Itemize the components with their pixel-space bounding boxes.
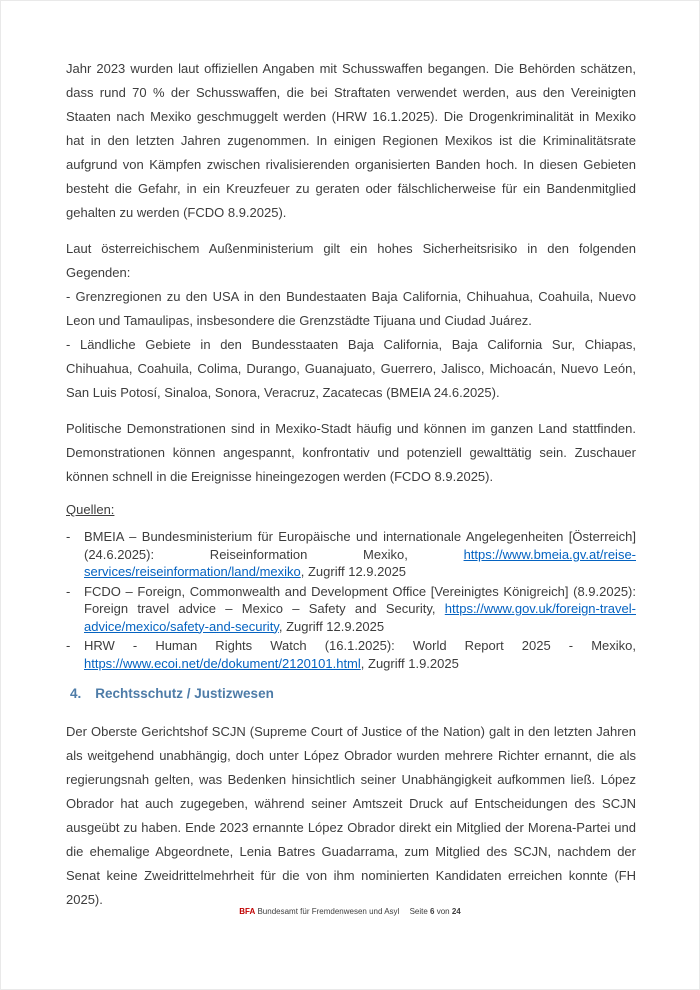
risk-item-border-regions: - Grenzregionen zu den USA in den Bundestaaten Baja California, Chihuahua, Coahuila, Nuevo Leon und Tamaulipas, insbesondere die Grenzstädte Tijuana und Ciudad Juárez. (66, 289, 636, 328)
source-item-bmeia (66, 528, 636, 581)
source-link-fcdo[interactable]: https://www.gov.uk/foreign-travel-advice/mexico/safety-and-security (84, 601, 636, 634)
source-citation-hrw (84, 637, 636, 672)
paragraph-demonstrations: Politische Demonstrationen sind in Mexiko-Stadt häufig und können im ganzen Land stattfinden. Demonstrationen können angespannt, konfrontativ und potenziell gewalttätig sein. Zuschauer können schnell in die Ereignisse hineingezogen werden (FCDO 8.9.2025). (66, 421, 636, 484)
section-number: 4. (70, 686, 82, 701)
source-text: HRW - Human Rights Watch (16.1.2025): World Report 2025 - Mexiko, (84, 638, 636, 653)
sources-list (66, 528, 636, 672)
list-bullet: - (66, 638, 71, 653)
source-link-bmeia[interactable]: https://www.bmeia.gv.at/reise-services/reiseinformation/land/mexiko (84, 546, 636, 579)
paragraph-scjn-judiciary: Der Oberste Gerichtshof SCJN (Supreme Court of Justice of the Nation) galt in den letzten Jahren als weitgehend unabhängig, doch unter López Obrador wurden mehrere Richter ernannt, die als regierungsnah gelten, was Bedenken hinsichtlich seiner Unabhängigkeit aufkommen ließ. López Obrador hat auch zugegeben, während seiner Amtszeit Druck auf Entscheidungen des SCJN ausgeübt zu haben. Ende 2023 ernannte López Obrador direkt ein Mitglied der Morena-Partei und die ehemalige Abgeordnete, Lenia Batres Guadarrama, zum Mitglied des SCJN, nachdem der Senat keine Zweidrittelmehrheit für die von ihm nominierten Kandidaten erreichen konnte (FH 2025). (66, 724, 636, 907)
bfa-logo: BFA (239, 907, 256, 916)
source-access-date: , Zugriff 12.9.2025 (278, 618, 385, 634)
sources-heading-label: Quellen: (66, 502, 115, 517)
risk-item-rural-areas: - Ländliche Gebiete in den Bundesstaaten Baja California, Baja California Sur, Chiapas, Chihuahua, Coahuila, Colima, Durango, Guanajuato, Guerrero, Jalisco, Michoacán, Nuevo León, San Luis Potosí, Sinaloa, Sonora, Veracruz, Zacatecas (BMEIA 24.6.2025). (66, 337, 636, 400)
footer-page-number: 6 (430, 907, 435, 916)
list-bullet: - (66, 583, 71, 599)
footer-page-indicator (410, 907, 461, 916)
source-access-date: , Zugriff 1.9.2025 (360, 655, 459, 671)
page-footer (1, 907, 699, 917)
section-heading-rechtsschutz (70, 684, 636, 704)
footer-organization: Bundesamt für Fremdenwesen und Asyl (257, 907, 400, 916)
document-page (66, 57, 636, 924)
section-title: Rechtsschutz / Justizwesen (95, 686, 274, 701)
footer-of-label: von (436, 907, 450, 916)
source-item-fcdo (66, 583, 636, 636)
sources-heading (66, 501, 636, 519)
list-bullet: - (66, 529, 71, 544)
source-text: BMEIA – Bundesministerium für Europäische und internationale Angelegenheiten [Österreich] (24.6.2025): Reiseinformation Mexiko, (84, 529, 636, 562)
source-access-date: , Zugriff 12.9.2025 (300, 564, 407, 579)
source-citation-fcdo (84, 583, 636, 636)
source-link-hrw[interactable]: https://www.ecoi.net/de/dokument/2120101.html (84, 655, 361, 671)
footer-page-label: Seite (409, 907, 428, 916)
paragraph-firearms-crime: Jahr 2023 wurden laut offiziellen Angaben mit Schusswaffen begangen. Die Behörden schätzen, dass rund 70 % der Schusswaffen, die bei Straftaten verwendet werden, aus den Vereinigten Staaten nach Mexiko geschmuggelt werden (HRW 16.1.2025). Die Drogenkriminalität in Mexiko hat in den letzten Jahren zugenommen. In einigen Regionen Mexikos ist die Kriminalitätsrate aufgrund von Kämpfen zwischen rivalisierenden organisierten Banden hoch. In diesen Gebieten besteht die Gefahr, in ein Kreuzfeuer zu geraten oder fälschlicherweise für ein Bandenmitglied gehalten zu werden (FCDO 8.9.2025). (66, 61, 636, 220)
footer-total-pages: 24 (451, 907, 461, 916)
paragraph-risk-intro: Laut österreichischem Außenministerium gilt ein hohes Sicherheitsrisiko in den folgenden Gegenden: (66, 241, 636, 280)
source-citation-bmeia (84, 528, 636, 581)
source-text: FCDO – Foreign, Commonwealth and Development Office [Vereinigtes Königreich] (8.9.2025): Foreign travel advice – Mexico – Safety and Security, (84, 583, 636, 616)
source-item-hrw (66, 637, 636, 672)
